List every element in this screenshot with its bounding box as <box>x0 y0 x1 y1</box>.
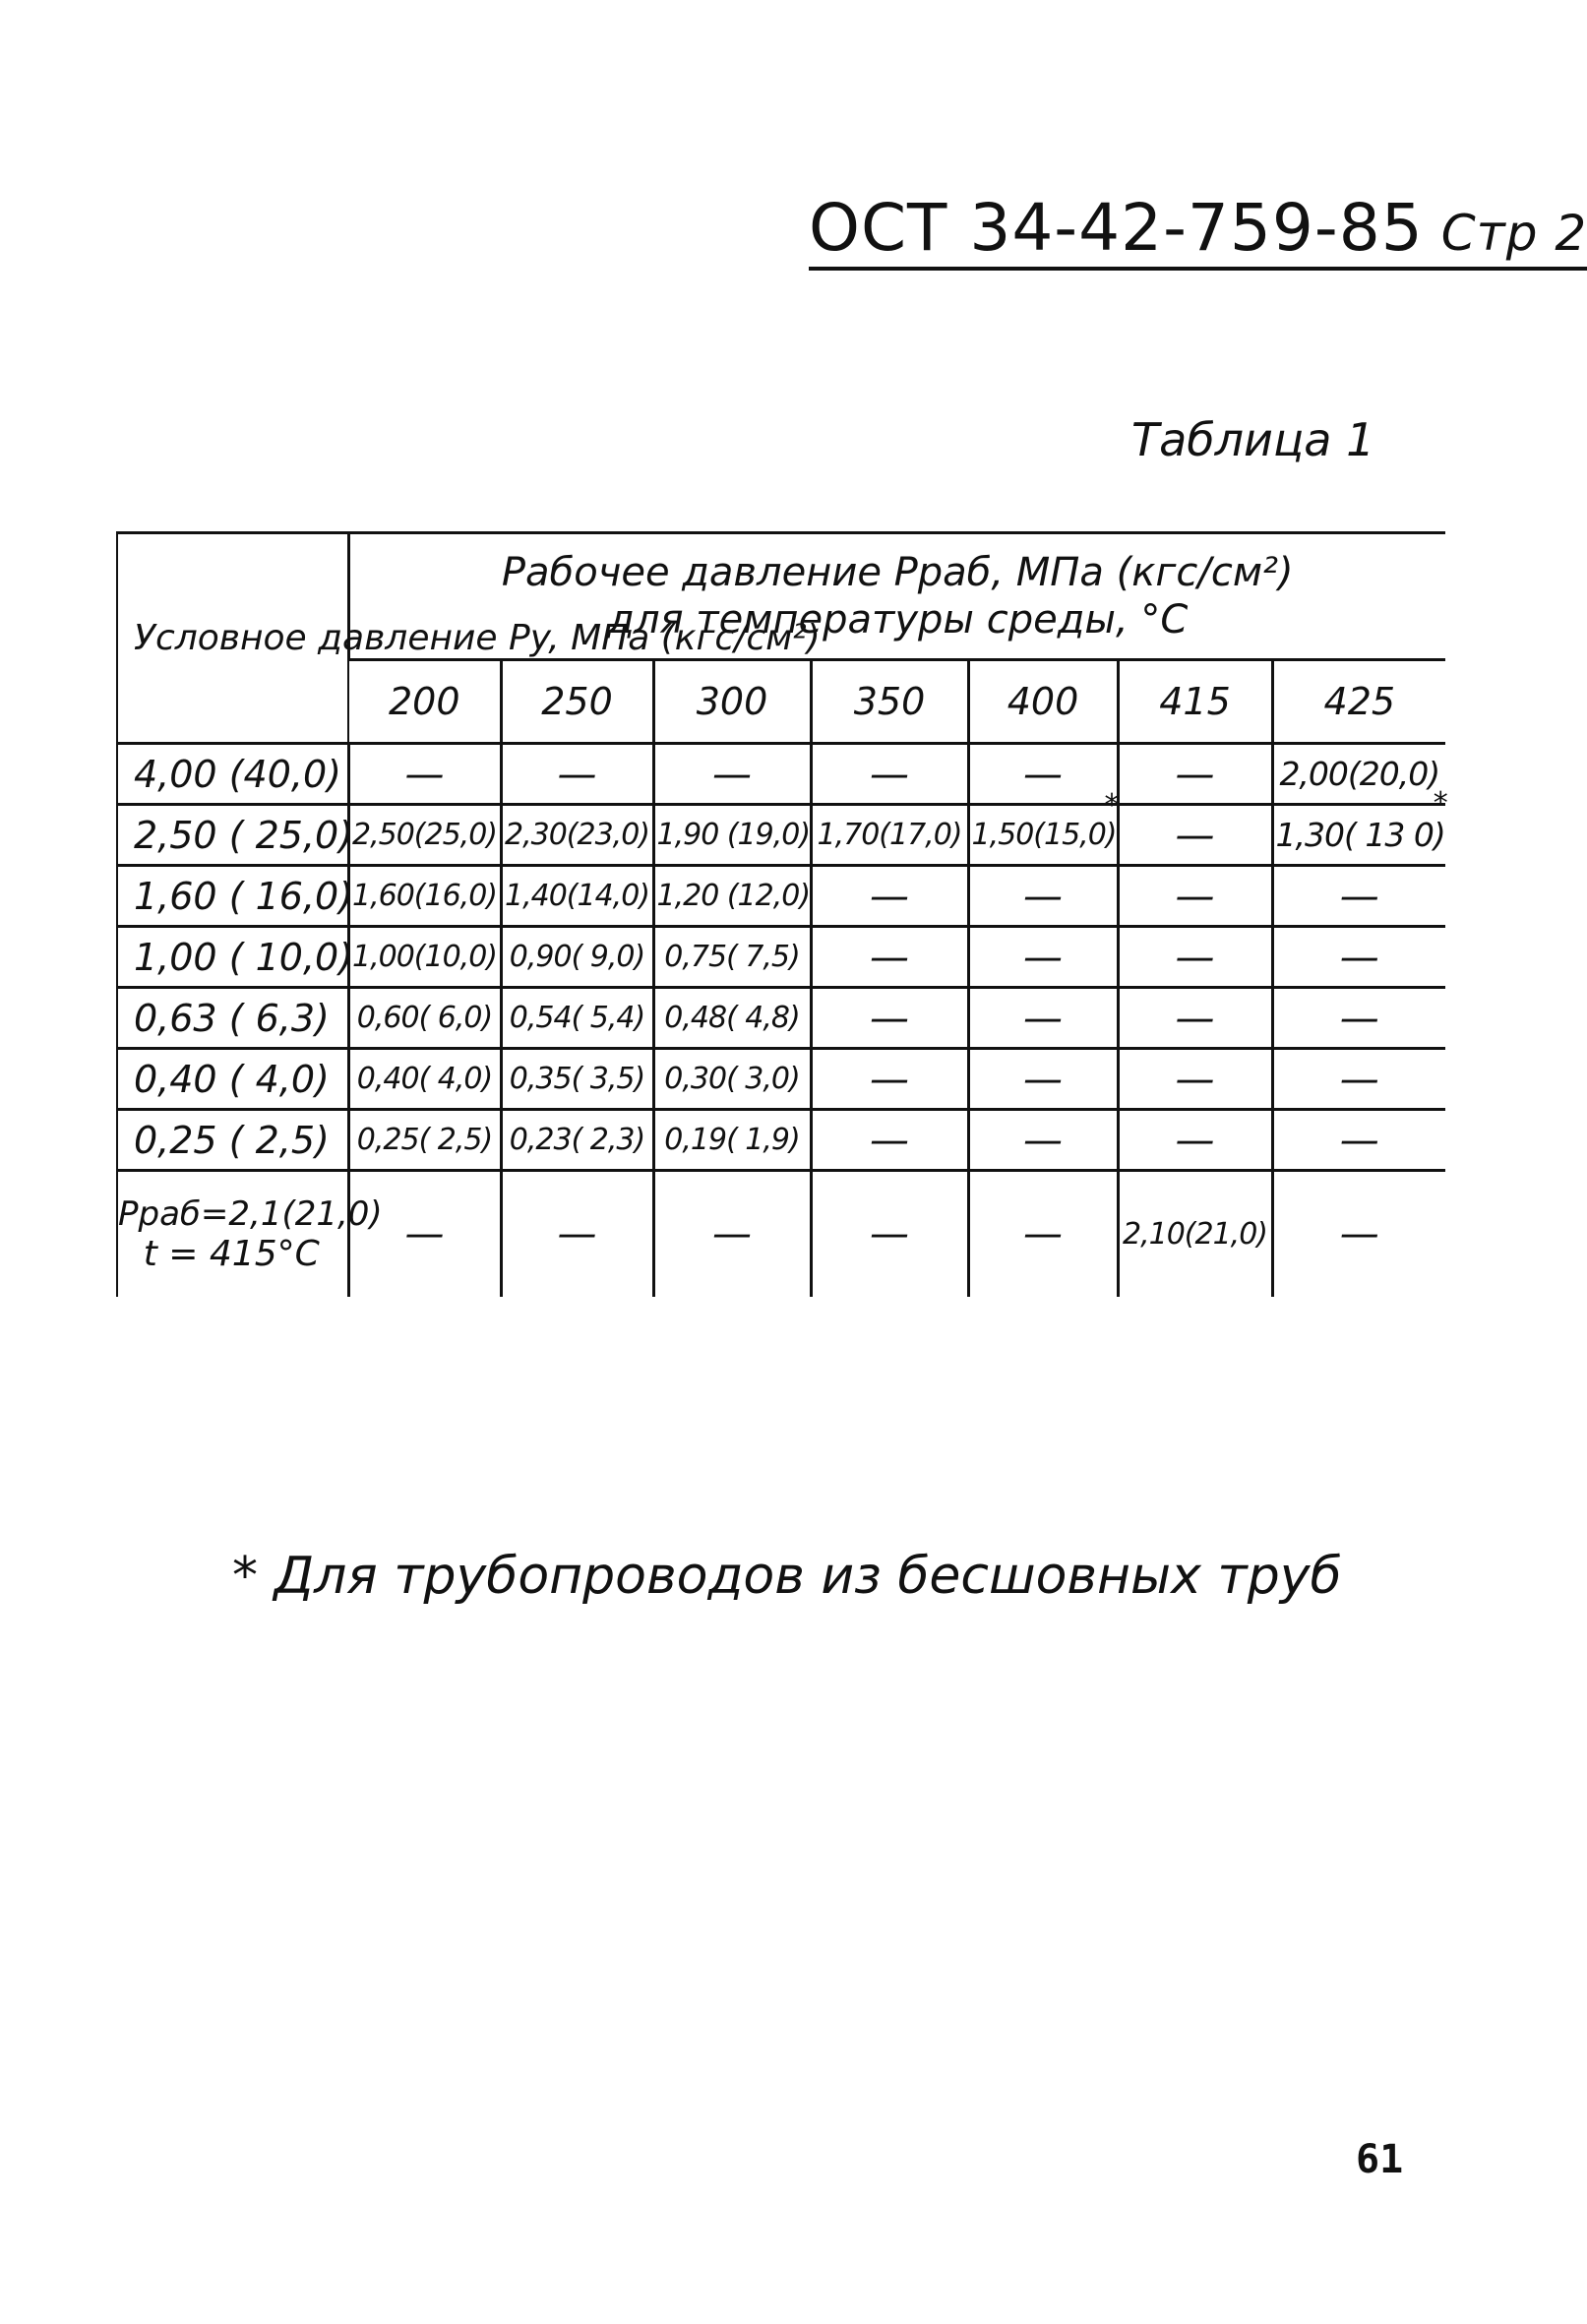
table-row <box>117 1171 1445 1297</box>
table-cell: — <box>653 1171 811 1297</box>
table-cell: 2,10(21,0) <box>1118 1171 1272 1297</box>
pressure-table-container <box>116 531 1447 1297</box>
table-cell: 0,19( 1,9) <box>653 1110 811 1171</box>
table-cell: — <box>811 744 968 805</box>
table-cell: 1,00(10,0) <box>348 927 501 988</box>
table-cell-starred <box>1272 786 1447 866</box>
table-cell: 0,25( 2,5) <box>348 1110 501 1171</box>
table-cell: — <box>811 1049 968 1110</box>
table-cell: 0,75( 7,5) <box>653 927 811 988</box>
temperature-header: 400 <box>968 660 1118 744</box>
table-cell: — <box>968 988 1118 1049</box>
page-number: 61 <box>1356 2137 1404 2182</box>
table-cell: — <box>1118 805 1272 866</box>
temperature-header: 250 <box>501 660 653 744</box>
table-row <box>117 1110 1445 1171</box>
table-cell: — <box>653 744 811 805</box>
table-cell: — <box>811 866 968 927</box>
table-cell: 0,40( 4,0) <box>348 1049 501 1110</box>
footnote: * Для трубопроводов из бесшовных труб <box>232 1547 1342 1606</box>
row-label <box>117 1171 383 1297</box>
table-cell: — <box>1118 927 1272 988</box>
table-row <box>117 744 1445 805</box>
table-cell-starred <box>968 788 1119 866</box>
row-label: 0,25 ( 2,5) <box>117 1110 348 1171</box>
table-cell: — <box>968 1110 1118 1171</box>
table-cell: — <box>811 1110 968 1171</box>
table-cell: 1,40(14,0) <box>501 866 653 927</box>
document-code-text: ОСТ 34-42-759-85 <box>809 190 1424 266</box>
starred-value: 1,30( 13 0) <box>1275 816 1445 854</box>
table-cell: — <box>348 744 501 805</box>
row-label: 2,50 ( 25,0) <box>117 805 348 866</box>
table-cell: — <box>968 1171 1118 1297</box>
asterisk-mark: * <box>1104 788 1119 823</box>
working-pressure-header-line2: для температуры среды, °С <box>607 597 1189 642</box>
row-label: 1,60 ( 16,0) <box>117 866 348 927</box>
row-label: 0,40 ( 4,0) <box>117 1049 348 1110</box>
table-cell: — <box>811 927 968 988</box>
table-cell: 1,60(16,0) <box>348 866 501 927</box>
table-cell: 2,00(20,0) <box>1272 744 1445 805</box>
row-label: 4,00 (40,0) <box>117 744 348 805</box>
table-cell: — <box>1272 1110 1445 1171</box>
table-cell: — <box>968 744 1118 805</box>
page-marker: Стр 2 <box>1440 205 1587 262</box>
table-cell: — <box>1272 927 1445 988</box>
document-code <box>809 190 1587 271</box>
table-cell: 0,90( 9,0) <box>501 927 653 988</box>
temperature-header: 350 <box>811 660 968 744</box>
table-cell: 0,35( 3,5) <box>501 1049 653 1110</box>
starred-value: 1,50(15,0) <box>971 818 1117 852</box>
table-cell: 0,60( 6,0) <box>348 988 501 1049</box>
table-cell: — <box>348 1171 501 1297</box>
table-cell: — <box>1118 866 1272 927</box>
table-row <box>117 805 1445 866</box>
row-label-line1: Рраб=2,1(21,0) <box>118 1193 383 1234</box>
table-cell: — <box>968 1049 1118 1110</box>
table-cell: 1,20 (12,0) <box>653 866 811 927</box>
temperature-header: 300 <box>653 660 811 744</box>
table-cell: — <box>501 744 653 805</box>
table-row <box>117 988 1445 1049</box>
table-cell: — <box>1272 988 1445 1049</box>
table-cell: — <box>501 1171 653 1297</box>
table-cell: — <box>811 1171 968 1297</box>
asterisk-mark: * <box>1433 786 1447 821</box>
table-cell: — <box>1118 744 1272 805</box>
temperature-header: 415 <box>1118 660 1272 744</box>
table-cell: — <box>1272 866 1445 927</box>
table-cell: — <box>1272 1049 1445 1110</box>
table-row <box>117 1049 1445 1110</box>
table-cell: — <box>1118 1110 1272 1171</box>
working-pressure-header-line1: Рабочее давление Рраб, МПа (кгс/см²) <box>501 550 1294 595</box>
table-cell: 0,54( 5,4) <box>501 988 653 1049</box>
temperature-header: 425 <box>1272 660 1445 744</box>
table-cell: 1,90 (19,0) <box>653 805 811 866</box>
pressure-table <box>116 531 1445 1297</box>
table-cell: — <box>1272 1171 1445 1297</box>
row-label-line2: t = 415°С <box>143 1233 320 1274</box>
conditional-pressure-header: Условное давление Py, МПа (кгс/см²) <box>117 533 348 744</box>
temperature-header: 200 <box>348 660 501 744</box>
table-cell: — <box>811 988 968 1049</box>
row-label: 0,63 ( 6,3) <box>117 988 348 1049</box>
table-cell: — <box>968 866 1118 927</box>
table-cell: — <box>1118 1049 1272 1110</box>
table-cell: — <box>968 927 1118 988</box>
starred-value-wrap <box>1275 786 1447 854</box>
table-caption: Таблица 1 <box>1131 413 1375 466</box>
row-label: 1,00 ( 10,0) <box>117 927 348 988</box>
table-cell: 2,30(23,0) <box>501 805 653 866</box>
table-row <box>117 866 1445 927</box>
table-cell: 2,50(25,0) <box>348 805 501 866</box>
table-cell: 1,70(17,0) <box>811 805 968 866</box>
table-cell: 0,48( 4,8) <box>653 988 811 1049</box>
starred-value-wrap <box>971 788 1119 852</box>
table-cell: — <box>1118 988 1272 1049</box>
table-row <box>117 927 1445 988</box>
table-cell: 0,23( 2,3) <box>501 1110 653 1171</box>
table-cell: 0,30( 3,0) <box>653 1049 811 1110</box>
